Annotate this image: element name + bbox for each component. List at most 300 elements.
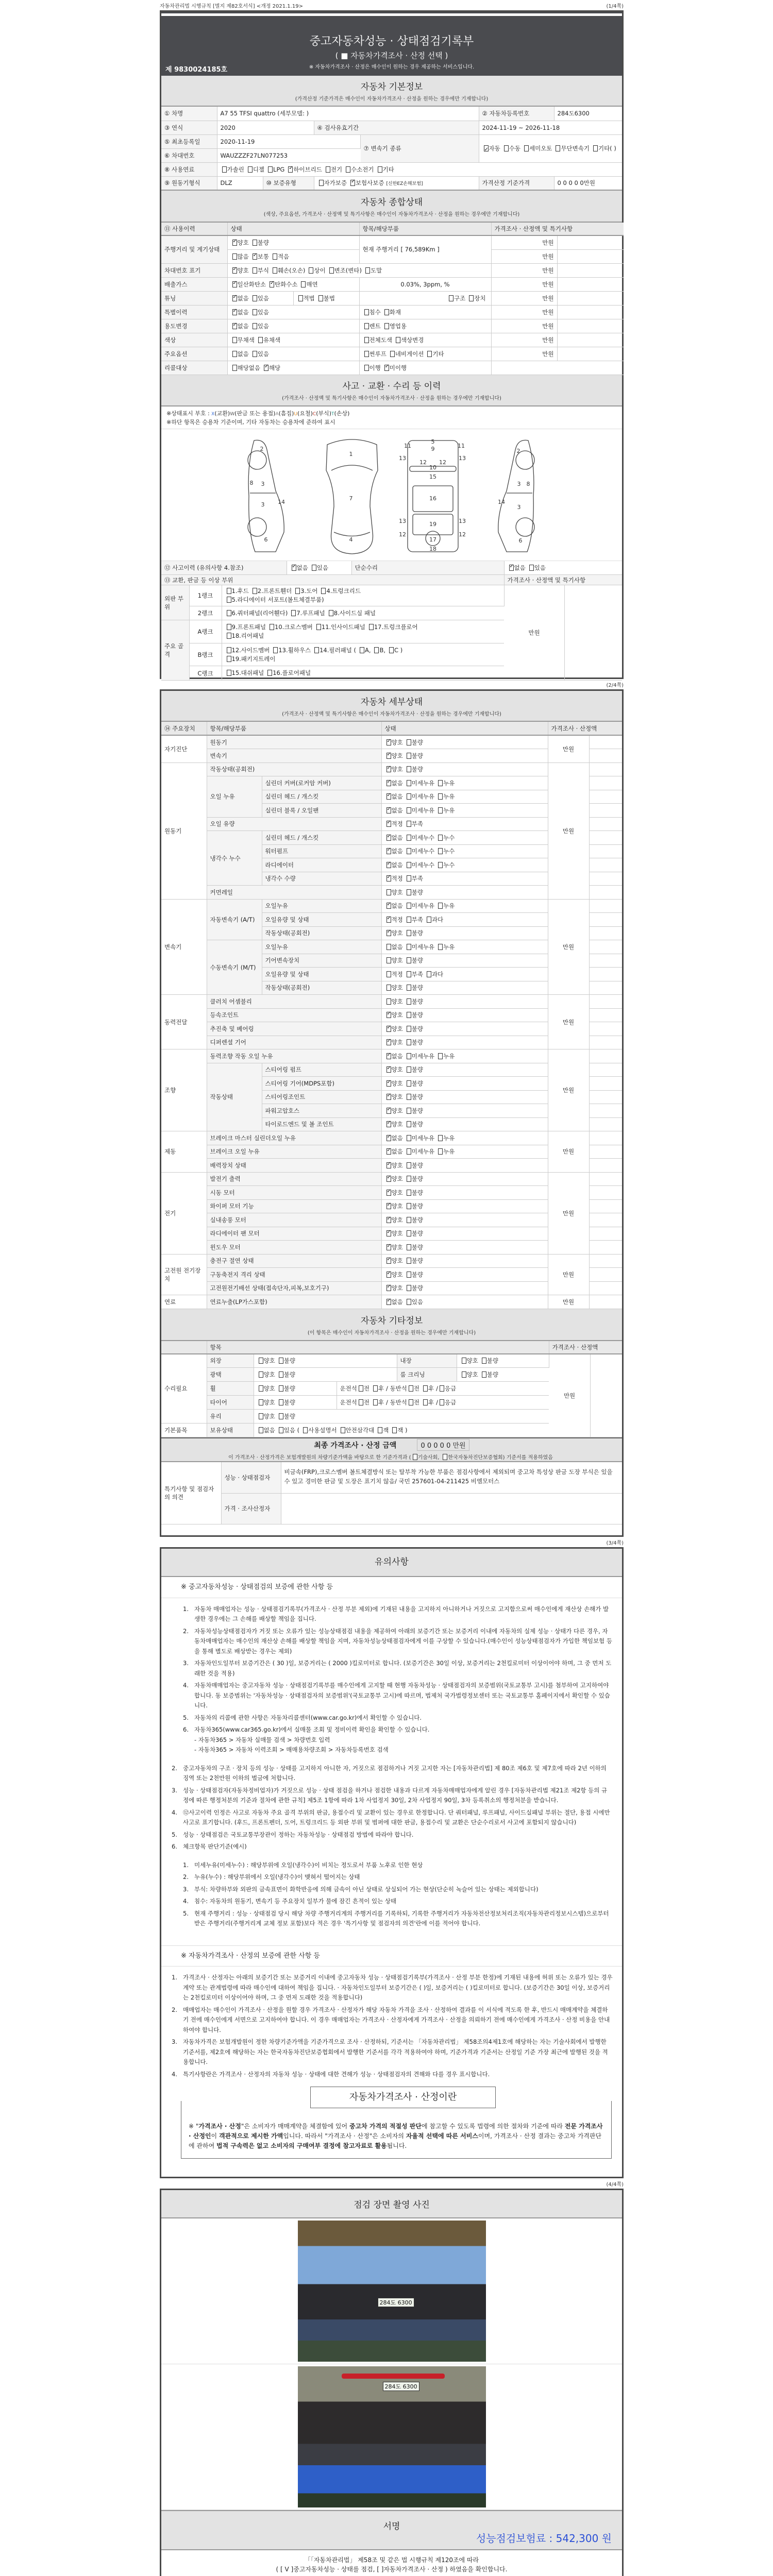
checked-checkbox[interactable] bbox=[386, 807, 391, 814]
part-checkbox[interactable] bbox=[225, 655, 276, 663]
part-checkbox[interactable] bbox=[251, 587, 292, 595]
checkbox-option[interactable] bbox=[405, 1011, 423, 1019]
checkbox-option[interactable] bbox=[385, 834, 403, 841]
checkbox-option[interactable] bbox=[349, 179, 384, 187]
unchecked-checkbox[interactable] bbox=[407, 944, 411, 950]
unchecked-checkbox[interactable] bbox=[427, 971, 431, 977]
checkbox-option[interactable] bbox=[436, 793, 455, 800]
unchecked-checkbox[interactable] bbox=[279, 1427, 283, 1433]
unchecked-checkbox[interactable] bbox=[407, 930, 411, 936]
checked-checkbox[interactable] bbox=[232, 281, 237, 287]
position-checkbox[interactable] bbox=[357, 1399, 369, 1406]
unchecked-checkbox[interactable] bbox=[407, 1108, 411, 1114]
checkbox-option[interactable] bbox=[592, 145, 616, 152]
unchecked-checkbox[interactable] bbox=[273, 253, 277, 260]
checkbox-option[interactable] bbox=[363, 323, 381, 330]
checkbox-option[interactable] bbox=[405, 807, 434, 814]
unchecked-checkbox[interactable] bbox=[438, 848, 443, 854]
checked-checkbox[interactable] bbox=[232, 309, 237, 315]
unchecked-checkbox[interactable] bbox=[378, 166, 382, 173]
unchecked-checkbox[interactable] bbox=[407, 1121, 411, 1127]
unchecked-checkbox[interactable] bbox=[407, 1053, 411, 1059]
checked-checkbox[interactable] bbox=[386, 1148, 391, 1155]
checkbox-option[interactable] bbox=[460, 1371, 478, 1378]
unchecked-checkbox[interactable] bbox=[365, 267, 370, 274]
unchecked-checkbox[interactable] bbox=[440, 1385, 444, 1392]
part-checkbox[interactable] bbox=[225, 632, 264, 639]
checkbox-option[interactable] bbox=[502, 145, 520, 152]
unchecked-checkbox[interactable] bbox=[319, 180, 324, 186]
checked-checkbox[interactable] bbox=[288, 166, 293, 173]
unchecked-checkbox[interactable] bbox=[407, 1217, 411, 1223]
unchecked-checkbox[interactable] bbox=[407, 739, 411, 745]
part-checkbox[interactable] bbox=[294, 587, 317, 595]
unchecked-checkbox[interactable] bbox=[329, 610, 333, 616]
checkbox-option[interactable] bbox=[405, 1162, 423, 1169]
unchecked-checkbox[interactable] bbox=[279, 1371, 283, 1378]
checkbox-option[interactable] bbox=[385, 1080, 403, 1087]
checked-checkbox[interactable] bbox=[386, 1217, 391, 1223]
unchecked-checkbox[interactable] bbox=[407, 957, 411, 963]
unchecked-checkbox[interactable] bbox=[407, 1135, 411, 1141]
unchecked-checkbox[interactable] bbox=[248, 166, 253, 173]
checkbox-option[interactable] bbox=[405, 834, 434, 841]
unchecked-checkbox[interactable] bbox=[321, 588, 326, 594]
checked-checkbox[interactable] bbox=[386, 1190, 391, 1196]
unchecked-checkbox[interactable] bbox=[469, 295, 474, 301]
checkbox-option[interactable] bbox=[405, 1025, 423, 1032]
unchecked-checkbox[interactable] bbox=[407, 1285, 411, 1291]
pillar-checkbox[interactable] bbox=[373, 647, 385, 654]
checkbox-option[interactable] bbox=[385, 861, 403, 869]
unchecked-checkbox[interactable] bbox=[556, 145, 560, 151]
unchecked-checkbox[interactable] bbox=[407, 1066, 411, 1073]
checkbox-option[interactable] bbox=[528, 564, 546, 571]
checkbox-option[interactable] bbox=[385, 1162, 403, 1169]
checkbox-option[interactable] bbox=[266, 166, 284, 173]
checkbox-option[interactable] bbox=[405, 929, 423, 937]
checked-checkbox[interactable] bbox=[386, 903, 391, 909]
checked-checkbox[interactable] bbox=[386, 1094, 391, 1100]
checkbox-option[interactable] bbox=[277, 1371, 295, 1378]
part-checkbox[interactable] bbox=[320, 587, 361, 595]
checkbox-option[interactable] bbox=[385, 1230, 403, 1237]
part-checkbox[interactable] bbox=[268, 623, 313, 631]
checkbox-option[interactable] bbox=[385, 875, 403, 882]
checked-checkbox[interactable] bbox=[386, 917, 391, 923]
unchecked-checkbox[interactable] bbox=[253, 323, 257, 329]
checkbox-option[interactable] bbox=[385, 1216, 403, 1224]
checkbox-option[interactable] bbox=[257, 1357, 275, 1364]
unchecked-checkbox[interactable] bbox=[316, 624, 321, 630]
checked-checkbox[interactable] bbox=[386, 1272, 391, 1278]
checkbox-option[interactable] bbox=[385, 971, 403, 978]
checkbox-option[interactable] bbox=[231, 323, 249, 330]
position-checkbox[interactable] bbox=[372, 1385, 384, 1392]
checkbox-option[interactable] bbox=[508, 564, 526, 571]
checked-checkbox[interactable] bbox=[484, 145, 489, 151]
unchecked-checkbox[interactable] bbox=[396, 337, 400, 343]
unchecked-checkbox[interactable] bbox=[407, 889, 411, 895]
unchecked-checkbox[interactable] bbox=[440, 1399, 444, 1405]
checked-checkbox[interactable] bbox=[232, 267, 237, 274]
emergency-checkbox[interactable] bbox=[438, 1399, 456, 1406]
checkbox-option[interactable] bbox=[277, 1357, 295, 1364]
part-checkbox[interactable] bbox=[272, 647, 311, 654]
unchecked-checkbox[interactable] bbox=[407, 1190, 411, 1196]
unchecked-checkbox[interactable] bbox=[407, 1039, 411, 1045]
checkbox-option[interactable] bbox=[385, 1175, 403, 1182]
checkbox-option[interactable] bbox=[460, 1357, 478, 1364]
checked-checkbox[interactable] bbox=[386, 1176, 391, 1182]
unchecked-checkbox[interactable] bbox=[227, 597, 231, 603]
checkbox-option[interactable] bbox=[405, 1093, 423, 1100]
checkbox-option[interactable] bbox=[405, 1257, 423, 1264]
checkbox-option[interactable] bbox=[383, 309, 401, 316]
unchecked-checkbox[interactable] bbox=[462, 1371, 466, 1378]
checked-checkbox[interactable] bbox=[264, 365, 268, 371]
checkbox-option[interactable] bbox=[363, 350, 386, 358]
unchecked-checkbox[interactable] bbox=[409, 1399, 413, 1405]
checked-checkbox[interactable] bbox=[386, 753, 391, 759]
unchecked-checkbox[interactable] bbox=[232, 351, 237, 357]
checkbox-option[interactable] bbox=[339, 1427, 375, 1434]
unchecked-checkbox[interactable] bbox=[253, 240, 257, 246]
unchecked-checkbox[interactable] bbox=[386, 985, 391, 991]
checked-checkbox[interactable] bbox=[292, 565, 296, 571]
checked-checkbox[interactable] bbox=[384, 365, 389, 371]
checkbox-option[interactable] bbox=[385, 1053, 403, 1060]
unchecked-checkbox[interactable] bbox=[259, 1358, 263, 1364]
unchecked-checkbox[interactable] bbox=[392, 1427, 397, 1433]
unchecked-checkbox[interactable] bbox=[438, 1148, 443, 1155]
checkbox-option[interactable] bbox=[344, 166, 374, 173]
checkbox-option[interactable] bbox=[385, 1039, 403, 1046]
checkbox-option[interactable] bbox=[277, 1385, 295, 1392]
unchecked-checkbox[interactable] bbox=[232, 365, 237, 371]
checkbox-option[interactable] bbox=[231, 253, 249, 260]
unchecked-checkbox[interactable] bbox=[482, 1371, 486, 1378]
checkbox-option[interactable] bbox=[385, 1244, 403, 1251]
unchecked-checkbox[interactable] bbox=[407, 1094, 411, 1100]
checkbox-option[interactable] bbox=[405, 902, 434, 909]
checkbox-option[interactable] bbox=[385, 889, 403, 896]
checkbox-option[interactable] bbox=[405, 1298, 423, 1306]
unchecked-checkbox[interactable] bbox=[227, 656, 231, 662]
position-checkbox[interactable] bbox=[407, 1385, 419, 1392]
checkbox-option[interactable] bbox=[257, 1413, 275, 1420]
unchecked-checkbox[interactable] bbox=[329, 267, 334, 274]
checkbox-option[interactable] bbox=[405, 984, 423, 991]
checkbox-option[interactable] bbox=[405, 848, 434, 855]
checkbox-option[interactable] bbox=[523, 145, 552, 152]
position-checkbox[interactable] bbox=[422, 1385, 434, 1392]
checkbox-option[interactable] bbox=[436, 902, 455, 909]
checkbox-option[interactable] bbox=[405, 943, 434, 951]
checkbox-option[interactable] bbox=[383, 323, 407, 330]
checkbox-option[interactable] bbox=[389, 350, 424, 358]
checkbox-option[interactable] bbox=[385, 1025, 403, 1032]
unchecked-checkbox[interactable] bbox=[407, 835, 411, 841]
unchecked-checkbox[interactable] bbox=[364, 323, 369, 329]
checkbox-option[interactable] bbox=[405, 1121, 423, 1128]
checked-checkbox[interactable] bbox=[386, 1066, 391, 1073]
part-checkbox[interactable] bbox=[266, 669, 311, 676]
checkbox-option[interactable] bbox=[480, 1357, 498, 1364]
checkbox-option[interactable] bbox=[405, 752, 423, 759]
checkbox-option[interactable] bbox=[425, 971, 443, 978]
unchecked-checkbox[interactable] bbox=[438, 780, 443, 786]
unchecked-checkbox[interactable] bbox=[407, 766, 411, 772]
unchecked-checkbox[interactable] bbox=[259, 1371, 263, 1378]
unchecked-checkbox[interactable] bbox=[270, 624, 274, 630]
checkbox-option[interactable] bbox=[385, 1284, 403, 1292]
unchecked-checkbox[interactable] bbox=[504, 145, 509, 151]
checkbox-option[interactable] bbox=[231, 239, 249, 246]
checkbox-option[interactable] bbox=[385, 902, 403, 909]
unchecked-checkbox[interactable] bbox=[273, 267, 277, 274]
checkbox-option[interactable] bbox=[385, 1271, 403, 1278]
checkbox-option[interactable] bbox=[221, 166, 244, 173]
checkbox-option[interactable] bbox=[383, 364, 407, 371]
checkbox-option[interactable] bbox=[385, 848, 403, 855]
checkbox-option[interactable] bbox=[405, 916, 423, 923]
part-checkbox[interactable] bbox=[225, 609, 288, 617]
checked-checkbox[interactable] bbox=[386, 1203, 391, 1209]
unchecked-checkbox[interactable] bbox=[449, 295, 453, 301]
checkbox-option[interactable] bbox=[405, 739, 423, 746]
checkbox-option[interactable] bbox=[251, 253, 269, 260]
unchecked-checkbox[interactable] bbox=[253, 309, 257, 315]
unchecked-checkbox[interactable] bbox=[373, 1385, 378, 1392]
checked-checkbox[interactable] bbox=[386, 848, 391, 854]
unchecked-checkbox[interactable] bbox=[279, 1385, 283, 1392]
checkbox-option[interactable] bbox=[257, 1399, 275, 1406]
checkbox-option[interactable] bbox=[271, 253, 289, 260]
unchecked-checkbox[interactable] bbox=[407, 971, 411, 977]
unchecked-checkbox[interactable] bbox=[407, 1026, 411, 1032]
unchecked-checkbox[interactable] bbox=[384, 323, 389, 329]
unchecked-checkbox[interactable] bbox=[407, 1080, 411, 1087]
checkbox-option[interactable] bbox=[257, 1371, 275, 1378]
unchecked-checkbox[interactable] bbox=[407, 1272, 411, 1278]
checked-checkbox[interactable] bbox=[386, 1230, 391, 1236]
position-checkbox[interactable] bbox=[372, 1399, 384, 1406]
checkbox-option[interactable] bbox=[310, 564, 328, 571]
checkbox-option[interactable] bbox=[231, 309, 249, 316]
checkbox-option[interactable] bbox=[405, 1053, 434, 1060]
unchecked-checkbox[interactable] bbox=[407, 862, 411, 868]
checkbox-option[interactable] bbox=[385, 807, 403, 814]
checked-checkbox[interactable] bbox=[386, 930, 391, 936]
unchecked-checkbox[interactable] bbox=[407, 1162, 411, 1168]
part-checkbox[interactable] bbox=[290, 609, 325, 617]
unchecked-checkbox[interactable] bbox=[232, 253, 237, 260]
checkbox-option[interactable] bbox=[441, 1455, 552, 1461]
unchecked-checkbox[interactable] bbox=[407, 1148, 411, 1155]
checked-checkbox[interactable] bbox=[386, 1039, 391, 1045]
unchecked-checkbox[interactable] bbox=[360, 647, 364, 653]
checkbox-option[interactable] bbox=[405, 820, 423, 827]
checkbox-option[interactable] bbox=[405, 875, 423, 882]
unchecked-checkbox[interactable] bbox=[291, 610, 296, 616]
checkbox-option[interactable] bbox=[385, 1134, 403, 1142]
unchecked-checkbox[interactable] bbox=[438, 903, 443, 909]
unchecked-checkbox[interactable] bbox=[346, 166, 350, 173]
checkbox-option[interactable] bbox=[363, 309, 381, 316]
checkbox-option[interactable] bbox=[251, 350, 269, 358]
checkbox-option[interactable] bbox=[251, 267, 269, 274]
checkbox-option[interactable] bbox=[231, 281, 266, 288]
unchecked-checkbox[interactable] bbox=[524, 145, 529, 151]
unchecked-checkbox[interactable] bbox=[407, 917, 411, 923]
checkbox-option[interactable] bbox=[231, 364, 260, 371]
unchecked-checkbox[interactable] bbox=[326, 166, 330, 173]
checkbox-option[interactable] bbox=[385, 916, 403, 923]
checkbox-option[interactable] bbox=[251, 239, 269, 246]
checkbox-option[interactable] bbox=[436, 807, 455, 814]
checkbox-option[interactable] bbox=[257, 1385, 275, 1392]
part-checkbox[interactable] bbox=[225, 596, 324, 603]
checked-checkbox[interactable] bbox=[386, 1053, 391, 1059]
unchecked-checkbox[interactable] bbox=[438, 835, 443, 841]
checkbox-option[interactable] bbox=[251, 295, 269, 302]
checkbox-option[interactable] bbox=[447, 295, 465, 302]
unchecked-checkbox[interactable] bbox=[227, 633, 231, 639]
checked-checkbox[interactable] bbox=[386, 1108, 391, 1114]
unchecked-checkbox[interactable] bbox=[309, 267, 313, 274]
unchecked-checkbox[interactable] bbox=[407, 998, 411, 1005]
unchecked-checkbox[interactable] bbox=[259, 1399, 263, 1405]
checkbox-option[interactable] bbox=[271, 267, 305, 274]
checkbox-option[interactable] bbox=[231, 336, 255, 344]
pillar-checkbox[interactable] bbox=[388, 647, 402, 654]
unchecked-checkbox[interactable] bbox=[303, 1427, 308, 1433]
unchecked-checkbox[interactable] bbox=[423, 1399, 428, 1405]
unchecked-checkbox[interactable] bbox=[407, 848, 411, 854]
unchecked-checkbox[interactable] bbox=[374, 647, 379, 653]
checkbox-option[interactable] bbox=[385, 1066, 403, 1073]
checkbox-option[interactable] bbox=[405, 1080, 423, 1087]
checkbox-option[interactable] bbox=[317, 179, 347, 187]
unchecked-checkbox[interactable] bbox=[407, 821, 411, 827]
checked-checkbox[interactable] bbox=[509, 565, 514, 571]
unchecked-checkbox[interactable] bbox=[227, 610, 231, 616]
checked-checkbox[interactable] bbox=[386, 766, 391, 772]
part-checkbox[interactable] bbox=[225, 623, 266, 631]
checked-checkbox[interactable] bbox=[386, 1299, 391, 1305]
checkbox-option[interactable] bbox=[385, 779, 403, 787]
unchecked-checkbox[interactable] bbox=[373, 1399, 378, 1405]
checkbox-option[interactable] bbox=[277, 1413, 295, 1420]
unchecked-checkbox[interactable] bbox=[482, 1358, 486, 1364]
checkbox-option[interactable] bbox=[290, 564, 308, 571]
part-checkbox[interactable] bbox=[327, 609, 376, 617]
checkbox-option[interactable] bbox=[277, 1427, 299, 1434]
unchecked-checkbox[interactable] bbox=[407, 1258, 411, 1264]
part-checkbox[interactable] bbox=[225, 669, 264, 676]
unchecked-checkbox[interactable] bbox=[227, 647, 231, 653]
unchecked-checkbox[interactable] bbox=[438, 944, 443, 950]
unchecked-checkbox[interactable] bbox=[427, 351, 432, 357]
checked-checkbox[interactable] bbox=[232, 240, 237, 246]
checkbox-option[interactable] bbox=[436, 1148, 455, 1155]
unchecked-checkbox[interactable] bbox=[314, 647, 319, 653]
checkbox-option[interactable] bbox=[257, 1427, 275, 1434]
checkbox-option[interactable] bbox=[257, 336, 280, 344]
unchecked-checkbox[interactable] bbox=[389, 647, 394, 653]
checked-checkbox[interactable] bbox=[386, 1162, 391, 1168]
unchecked-checkbox[interactable] bbox=[253, 351, 257, 357]
unchecked-checkbox[interactable] bbox=[232, 337, 237, 343]
checkbox-option[interactable] bbox=[405, 889, 423, 896]
checkbox-option[interactable] bbox=[405, 971, 423, 978]
unchecked-checkbox[interactable] bbox=[359, 1385, 363, 1392]
unchecked-checkbox[interactable] bbox=[259, 1385, 263, 1392]
unchecked-checkbox[interactable] bbox=[593, 145, 598, 151]
unchecked-checkbox[interactable] bbox=[462, 1358, 466, 1364]
checked-checkbox[interactable] bbox=[350, 180, 355, 186]
checkbox-option[interactable] bbox=[385, 957, 403, 964]
checkbox-option[interactable] bbox=[405, 1271, 423, 1278]
checkbox-option[interactable] bbox=[436, 1134, 455, 1142]
checked-checkbox[interactable] bbox=[386, 780, 391, 786]
unchecked-checkbox[interactable] bbox=[407, 1176, 411, 1182]
unchecked-checkbox[interactable] bbox=[386, 971, 391, 977]
checkbox-option[interactable] bbox=[425, 916, 443, 923]
unchecked-checkbox[interactable] bbox=[438, 862, 443, 868]
position-checkbox[interactable] bbox=[422, 1399, 434, 1406]
checkbox-option[interactable] bbox=[394, 336, 424, 344]
unchecked-checkbox[interactable] bbox=[407, 1299, 411, 1305]
checkbox-option[interactable] bbox=[385, 1011, 403, 1019]
unchecked-checkbox[interactable] bbox=[407, 807, 411, 814]
checkbox-option[interactable] bbox=[405, 779, 434, 787]
checkbox-option[interactable] bbox=[385, 793, 403, 800]
checkbox-option[interactable] bbox=[405, 1039, 423, 1046]
checkbox-option[interactable] bbox=[405, 1230, 423, 1237]
unchecked-checkbox[interactable] bbox=[279, 1413, 283, 1419]
checkbox-option[interactable] bbox=[405, 861, 434, 869]
unchecked-checkbox[interactable] bbox=[267, 670, 272, 676]
unchecked-checkbox[interactable] bbox=[369, 624, 374, 630]
checkbox-option[interactable] bbox=[385, 929, 403, 937]
unchecked-checkbox[interactable] bbox=[407, 793, 411, 800]
checkbox-option[interactable] bbox=[385, 739, 403, 746]
checkbox-option[interactable] bbox=[405, 998, 423, 1005]
unchecked-checkbox[interactable] bbox=[253, 295, 257, 301]
checkbox-option[interactable] bbox=[231, 295, 249, 302]
checkbox-option[interactable] bbox=[385, 752, 403, 759]
unchecked-checkbox[interactable] bbox=[384, 309, 389, 315]
unchecked-checkbox[interactable] bbox=[227, 588, 231, 594]
unchecked-checkbox[interactable] bbox=[279, 1399, 283, 1405]
checkbox-option[interactable] bbox=[405, 1134, 434, 1142]
checkbox-option[interactable] bbox=[317, 295, 335, 302]
unchecked-checkbox[interactable] bbox=[427, 917, 431, 923]
checkbox-option[interactable] bbox=[385, 998, 403, 1005]
checked-checkbox[interactable] bbox=[386, 1258, 391, 1264]
unchecked-checkbox[interactable] bbox=[378, 1427, 382, 1433]
checkbox-option[interactable] bbox=[385, 1093, 403, 1100]
checkbox-option[interactable] bbox=[405, 793, 434, 800]
checkbox-option[interactable] bbox=[405, 1216, 423, 1224]
unchecked-checkbox[interactable] bbox=[253, 267, 257, 274]
checked-checkbox[interactable] bbox=[386, 1135, 391, 1141]
unchecked-checkbox[interactable] bbox=[298, 295, 303, 301]
unchecked-checkbox[interactable] bbox=[253, 588, 257, 594]
checked-checkbox[interactable] bbox=[386, 1285, 391, 1291]
